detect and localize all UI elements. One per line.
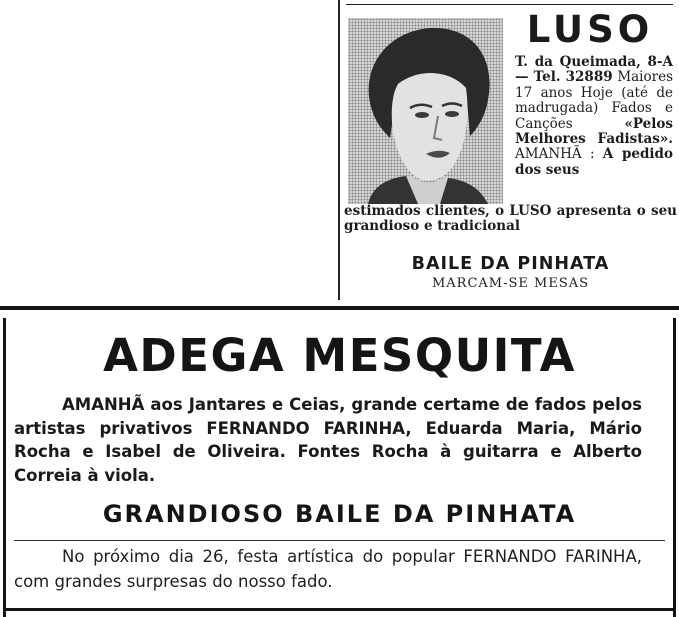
portrait-illustration [348, 18, 503, 204]
luso-tomorrow: AMANHÃ : [515, 146, 595, 163]
adega-divider [14, 540, 665, 541]
luso-booking-note: MARCAM-SE MESAS [431, 276, 590, 291]
luso-top-rule [346, 4, 673, 5]
adega-event-title: GRANDIOSO BAILE DA PINHATA [102, 500, 577, 528]
luso-today-title: «Pelos Melhores Fadistas». [515, 115, 673, 148]
adega-body-text: AMANHÃ aos Jantares e Ceias, grande certame de fados pelos artistas privativos FERNANDO FARINHA, Eduarda Maria, Mário Rocha e Isabel de Oliveira. Fontes Rocha à guitarra e Alberto Correia à viola. [14, 395, 642, 485]
adega-title: ADEGA MESQUITA [103, 329, 576, 382]
luso-address: T. da Queimada, 8-A [515, 54, 673, 70]
singer-portrait-photo [348, 18, 503, 204]
luso-logo: LUSO [526, 8, 654, 51]
luso-details [515, 55, 673, 178]
luso-ad [338, 0, 679, 300]
bottom-border-rule [3, 608, 676, 611]
luso-request: A pedido dos seus [515, 146, 674, 178]
luso-today-intro: Hoje (até de madrugada) Fados e Canções [515, 84, 673, 132]
adega-note [14, 545, 642, 594]
luso-age-limit: Maiores 17 anos [515, 69, 673, 101]
adega-body [14, 393, 642, 487]
luso-presents-text [344, 204, 677, 235]
adega-mesquita-ad [0, 306, 679, 617]
luso-phone: — Tel. 32889 [515, 69, 613, 86]
luso-presents: estimados clientes, o LUSO apresenta o seu grandioso e tradicional [344, 203, 677, 235]
luso-event-title: BAILE DA PINHATA [411, 254, 610, 274]
adega-note-text: No próximo dia 26, festa artística do popular FERNANDO FARINHA, com grandes surpresas do nosso fado. [14, 547, 642, 591]
